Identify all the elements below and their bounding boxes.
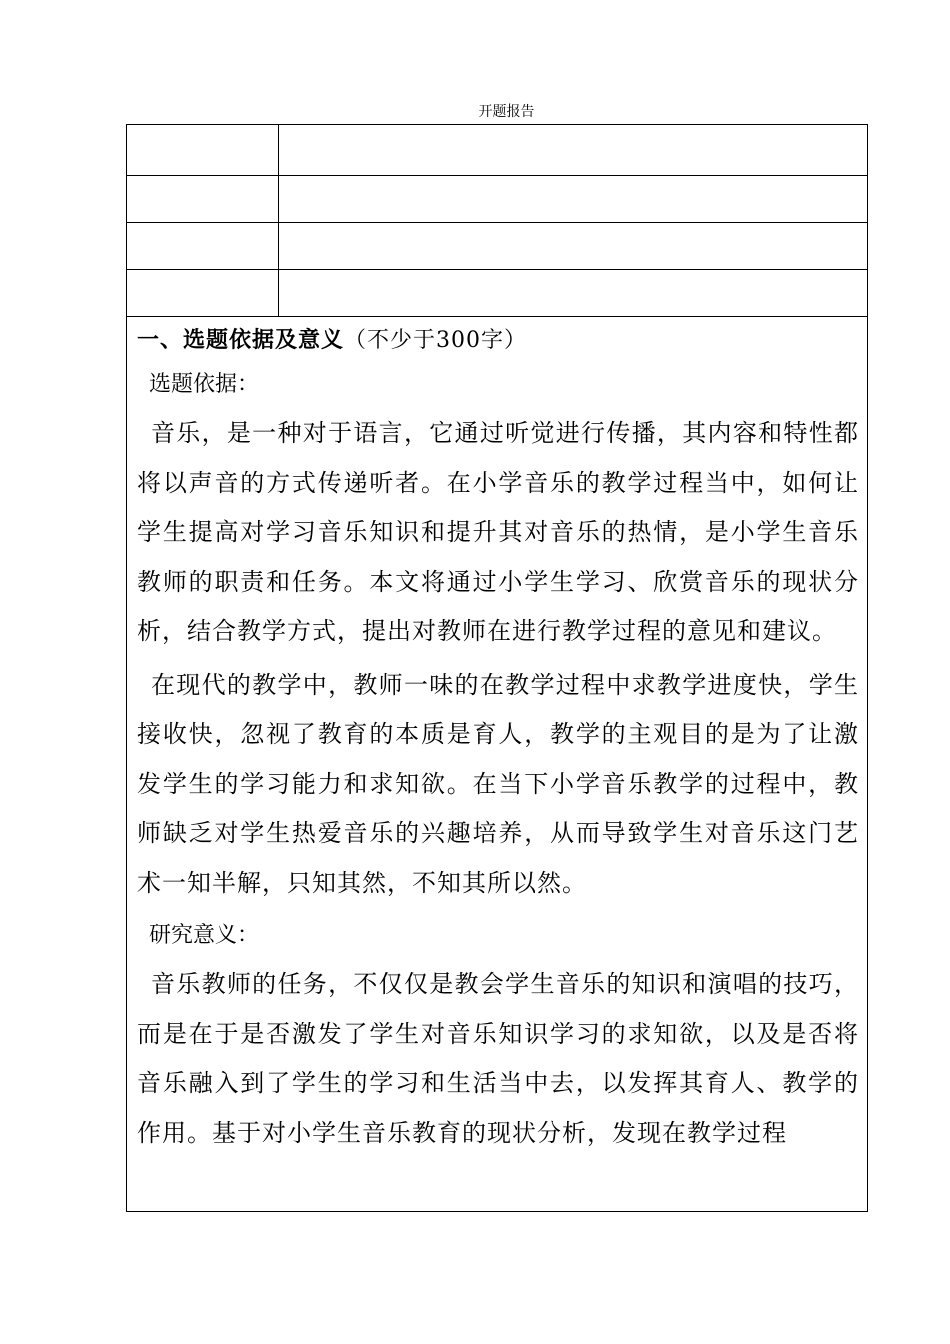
content-row <box>127 317 868 1212</box>
row-label-cell <box>127 223 279 270</box>
section-title-note: （不少于300字） <box>344 328 528 353</box>
row-label-cell <box>127 270 279 317</box>
section-title-main: 一、选题依据及意义 <box>137 328 345 353</box>
section-title <box>137 325 859 357</box>
row-value-cell <box>279 270 868 317</box>
content-cell <box>127 317 868 1212</box>
basis-paragraph: 在现代的教学中，教师一味的在教学过程中求教学进度快，学生接收快，忽视了教育的本质是育人，教学的主观目的是为了让激发学生的学习能力和求知欲。在当下小学音乐教学的过程中，教师缺乏对学生热爱音乐的兴趣培养，从而导致学生对音乐这门艺术一知半解，只知其然，不知其所以然。 <box>137 670 859 897</box>
report-table <box>126 124 868 1212</box>
basis-paragraph: 音乐，是一种对于语言，它通过听觉进行传播，其内容和特性都将以声音的方式传递听者。在小学音乐的教学过程当中，如何让学生提高对学习音乐知识和提升其对音乐的热情，是小学生音乐教师的职责和任务。本文将通过小学生学习、欣赏音乐的现状分析，结合教学方式，提出对教师在进行教学过程的意见和建议。 <box>137 419 859 645</box>
table-row <box>127 270 868 317</box>
row-value-cell <box>279 223 868 270</box>
table-row <box>127 223 868 270</box>
table-row <box>127 176 868 223</box>
basis-heading: 选题依据： <box>149 372 260 397</box>
row-value-cell <box>279 125 868 176</box>
row-value-cell <box>279 176 868 223</box>
significance-paragraph: 音乐教师的任务，不仅仅是教会学生音乐的知识和演唱的技巧，而是在于是否激发了学生对音乐知识学习的求知欲，以及是否将音乐融入到了学生的学习和生活当中去，以发挥其育人、教学的作用。基于对小学生音乐教育的现状分析，发现在教学过程 <box>137 970 859 1147</box>
page-header: 开题报告 <box>478 104 535 120</box>
table-row <box>127 125 868 176</box>
row-label-cell <box>127 125 279 176</box>
significance-heading: 研究意义： <box>149 923 260 948</box>
row-label-cell <box>127 176 279 223</box>
